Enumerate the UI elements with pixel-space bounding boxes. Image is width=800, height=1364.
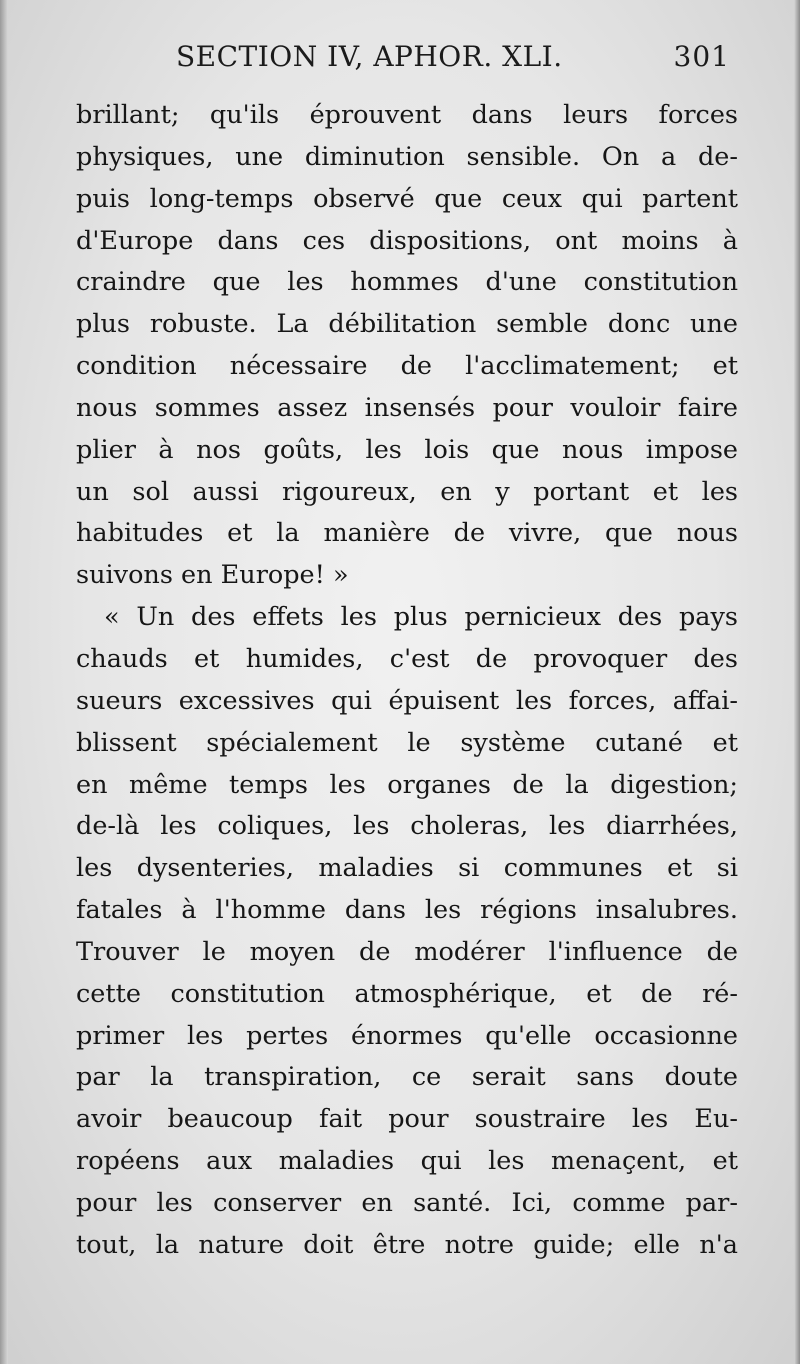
text-line: pour les conserver en santé. Ici, comme par- — [76, 1187, 738, 1218]
text-line: habitudes et la manière de vivre, que nous — [76, 518, 738, 549]
text-line: par la transpiration, ce serait sans doute — [76, 1062, 738, 1093]
running-head: SECTION IV, APHOR. XLI. — [176, 40, 563, 73]
body-text — [76, 95, 738, 1267]
text-line: condition nécessaire de l'acclimatement; et — [76, 351, 738, 382]
text-line: sueurs excessives qui épuisent les forces, affai- — [76, 685, 738, 716]
text-line: chauds et humides, c'est de provoquer des — [76, 643, 738, 674]
page-header — [76, 40, 734, 84]
text-line: d'Europe dans ces dispositions, ont moins à — [76, 225, 738, 256]
text-line: blissent spécialement le système cutané et — [76, 727, 738, 758]
text-line: brillant; qu'ils éprouvent dans leurs forces — [76, 100, 738, 130]
text-line: ropéens aux maladies qui les menaçent, et — [76, 1146, 738, 1177]
text-line: les dysenteries, maladies si communes et si — [76, 853, 738, 884]
text-line: primer les pertes énormes qu'elle occasionne — [76, 1020, 738, 1051]
text-line: de-là les coliques, les choleras, les diarrhées, — [76, 811, 738, 842]
text-line-paragraph-start: « Un des effets les plus pernicieux des pays — [104, 602, 738, 633]
text-line: craindre que les hommes d'une constitution — [76, 267, 738, 298]
text-line: puis long-temps observé que ceux qui partent — [76, 183, 738, 214]
text-line: nous sommes assez insensés pour vouloir faire — [76, 392, 738, 423]
text-line: Trouver le moyen de modérer l'influence de — [76, 936, 738, 967]
text-line: fatales à l'homme dans les régions insalubres. — [76, 895, 738, 926]
text-line: plier à nos goûts, les lois que nous impose — [76, 434, 738, 465]
page-right-edge — [794, 0, 800, 1364]
page-number: 301 — [673, 40, 730, 73]
text-line: avoir beaucoup fait pour soustraire les Eu- — [76, 1104, 738, 1135]
text-line: tout, la nature doit être notre guide; elle n'a — [76, 1229, 738, 1260]
text-line: physiques, une diminution sensible. On a de- — [76, 141, 738, 172]
text-line: plus robuste. La débilitation semble donc une — [76, 309, 738, 340]
text-line: en même temps les organes de la digestion; — [76, 769, 738, 800]
text-line: un sol aussi rigoureux, en y portant et les — [76, 476, 738, 507]
text-line: cette constitution atmosphérique, et de ré- — [76, 978, 738, 1009]
page-left-edge — [0, 0, 8, 1364]
text-line-paragraph-end: suivons en Europe! » — [76, 560, 349, 591]
